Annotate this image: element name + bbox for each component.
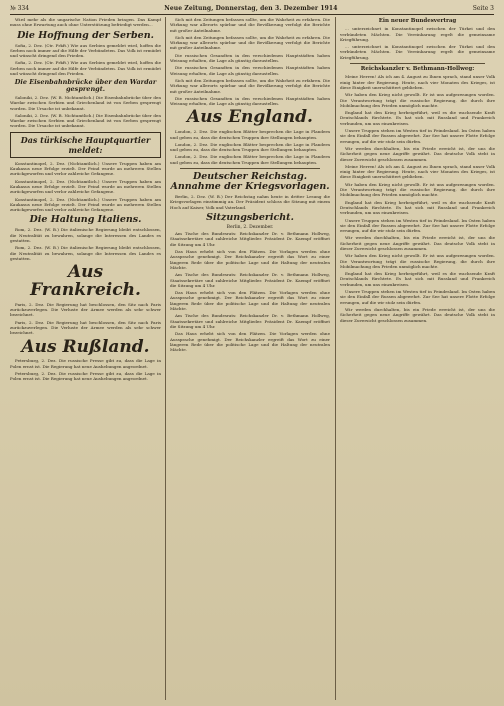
subhead-reichskanzler: Reichskanzler v. Bethmann-Hollweg: — [360, 66, 475, 73]
article-text: Paris, 2. Dez. Die Regierung hat beschlossen, den Sitz nach Paris zurückzuverlegen. Die Verluste der Armee werden als sehr schwer bezeichnet. — [10, 319, 161, 336]
article-text: Konstantinopel, 2. Dez. (Nichtamtlich.) Unsere Truppen haben am Kaukasus neue Erfolge erzielt. Der Feind wurde an mehreren Stellen zurückgeworfen und verlor zahlreiche Gefangene. — [10, 160, 161, 177]
article-text: Wir werden durchhalten, bis ein Friede erreicht ist, der uns die Sicherheit gegen neue Angriffe gewährt. Das deutsche Volk steht in dieser Zuversicht geschlossen zusammen. — [340, 235, 495, 251]
article-text: Sofia, 2. Dez. (Ctr. Frkft.) Wie aus Serbien gemeldet wird, hoffen die Serben noch immer auf die Hilfe der Verbündeten. Das Volk ist ermüdet und wünscht dringend den Frieden. — [10, 42, 161, 59]
page-number: Seite 3 — [472, 5, 494, 12]
article-text: Die russischen Gesandten in den verschiedenen Hauptstädten haben Weisung erhalten, die Lage als günstig darzustellen. — [170, 65, 330, 76]
article-text: Wird mehr als die ungarische Nation Frieden bringen. Das Kampf muss ohne Erwartung auch ohne Unterstützung befriedigt werden... — [10, 17, 161, 28]
article-text: England hat den Krieg herbeigeführt, weil es die wachsende Kraft Deutschlands fürchtete. Es hat sich mit Russland und Frankreich verbunden, um uns einzukreisen. — [340, 199, 495, 216]
article-text: ... unterzeichnet in Konstantinopel zwischen der Türkei und den verbündeten Mächten. Die Vereinbarung regelt die gemeinsame Kriegführung. — [340, 44, 495, 60]
article-text: Unsere Truppen stehen im Westen tief in Feindesland. Im Osten haben sie den Einfall der Russen abgewehrt. Zur See hat unsere Flotte Erfolge errungen, auf die wir stolz sein dürfen. — [340, 217, 495, 234]
headline-sitzungsbericht: Sitzungsbericht. — [206, 211, 294, 223]
article-text: London, 2. Dez. Die englischen Blätter besprechen die Lage in Flandern und geben zu, dass die deutschen Truppen ihre Stellungen behaupten. — [170, 141, 330, 153]
column-middle — [170, 17, 330, 700]
article-text: Wir haben den Krieg nicht gewollt. Er ist uns aufgezwungen worden. Die Verantwortung trägt die russische Regierung, die durch ihre Mobilmachung den Frieden unmöglich machte. — [340, 181, 495, 198]
article-text: Konstantinopel, 2. Dez. (Nichtamtlich.) Unsere Truppen haben am Kaukasus neue Erfolge erzielt. Der Feind wurde an mehreren Stellen zurückgeworfen und verlor zahlreiche Gefangene. — [10, 196, 161, 213]
headline-bundesvertrag: Ein neuer Bundesvertrag — [378, 18, 457, 24]
article-text: Petersburg, 2. Dez. Die russische Presse gibt zu, dass die Lage in Polen ernst ist. Die Regierung hat neue Aushebungen angeordnet. — [10, 358, 161, 369]
article-text: Petersburg, 2. Dez. Die russische Presse gibt zu, dass die Lage in Polen ernst ist. Die Regierung hat neue Aushebungen angeordnet. — [10, 371, 161, 382]
article-text: ... unterzeichnet in Konstantinopel zwischen der Türkei und den verbündeten Mächten. Die Vereinbarung regelt die gemeinsame Kriegführung. — [340, 26, 495, 42]
article-text: Sich mit den Zeitungen befassen sollte, um die Wahrheit zu erfahren. Die Wirkung war allerorts spürbar und die Bevölkerung verfolgt die Berichte mit großer Anteilnahme. — [170, 77, 330, 94]
article-text: Das Haus erhebt sich von den Plätzen. Die Vorlagen werden ohne Aussprache genehmigt. Der Reichskanzler ergreift das Wort zu einer längeren Rede über die politische Lage und die Haltung der neutralen Mächte. — [170, 290, 330, 312]
issue-number: № 334 — [10, 5, 30, 12]
headline-frankreich: Aus Frankreich. — [30, 262, 141, 301]
article-text: Die russischen Gesandten in den verschiedenen Hauptstädten haben Weisung erhalten, die Lage als günstig darzustellen. — [170, 95, 330, 107]
article-text: Unsere Truppen stehen im Westen tief in Feindesland. Im Osten haben sie den Einfall der Russen abgewehrt. Zur See hat unsere Flotte Erfolge errungen, auf die wir stolz sein dürfen. — [340, 289, 495, 305]
article-text: Saloniki, 2. Dez. (W. B. Nichtamtlich.) Die Eisenbahnbrücke über den Wardar zwischen Serbien und Griechenland ist von Serben gesprengt worden. Die Ursache ist unbekannt. — [10, 112, 161, 129]
article-text: Am Tische des Bundesrats: Reichskanzler Dr. v. Bethmann Hollweg, Staatssekretäre und zahlreiche Mitglieder. Präsident Dr. Kaempf eröffnet die Sitzung um 4 Uhr. — [170, 313, 330, 329]
article-text: England hat den Krieg herbeigeführt, weil es die wachsende Kraft Deutschlands fürchtete. Es hat sich mit Russland und Frankreich verbunden, um uns einzukreisen. — [340, 110, 495, 126]
article-text: Sich mit den Zeitungen befassen sollte, um die Wahrheit zu erfahren. Die Wirkung war allerorts spürbar und die Bevölkerung verfolgt die Berichte mit großer Anteilnahme. — [170, 17, 330, 33]
article-text: Die russischen Gesandten in den verschiedenen Hauptstädten haben Weisung erhalten, die Lage als günstig darzustellen. — [170, 52, 330, 64]
article-text: Wir werden durchhalten, bis ein Friede erreicht ist, der uns die Sicherheit gegen neue Angriffe gewährt. Das deutsche Volk steht in dieser Zuversicht geschlossen zusammen. — [340, 145, 495, 162]
page-header — [10, 3, 494, 15]
article-text: Wir werden durchhalten, bis ein Friede erreicht ist, der uns die Sicherheit gegen neue Angriffe gewährt. Das deutsche Volk steht in dieser Zuversicht geschlossen zusammen. — [340, 306, 495, 323]
article-text: Das Haus erhebt sich von den Plätzen. Die Vorlagen werden ohne Aussprache genehmigt. Der Reichskanzler ergreift das Wort zu einer längeren Rede über die politische Lage und die Haltung der neutralen Mächte. — [170, 331, 330, 353]
headline-russland: Aus Rußland. — [21, 336, 150, 357]
article-text: Konstantinopel, 2. Dez. (Nichtamtlich.) Unsere Truppen haben am Kaukasus neue Erfolge erzielt. Der Feind wurde an mehreren Stellen zurückgeworfen und verlor zahlreiche Gefangene. — [10, 178, 161, 195]
dateline: Berlin, 2. Dezember. — [226, 224, 274, 230]
article-text: Sofia, 2. Dez. (Ctr. Frkft.) Wie aus Serbien gemeldet wird, hoffen die Serben noch immer auf die Hilfe der Verbündeten. Das Volk ist ermüdet und wünscht dringend den Frieden. — [10, 60, 161, 77]
article-text: Rom, 2. Dez. (W. B.) Die italienische Regierung bleibt entschlossen, die Neutralität zu bewahren, solange die Interessen des Landes es gestatten. — [10, 227, 161, 243]
article-text: Am Tische des Bundesrats: Reichskanzler Dr. v. Bethmann Hollweg, Staatssekretäre und zahlreiche Mitglieder. Präsident Dr. Kaempf eröffnet die Sitzung um 4 Uhr. — [170, 231, 330, 247]
column-right — [340, 17, 495, 700]
headline-serben: Die Hoffnung der Serben. — [17, 29, 154, 41]
column-divider — [335, 17, 336, 700]
article-text: Berlin, 2. Dez. (W. B.) Der Reichstag nahm heute in dritter Lesung die Kriegsvorlagen einstimmig an. Der Präsident schloss die Sitzung mit einem Hoch auf Kaiser, Volk und Vaterland. — [170, 194, 330, 210]
article-text: London, 2. Dez. Die englischen Blätter besprechen die Lage in Flandern und geben zu, dass die deutschen Truppen ihre Stellungen behaupten. — [170, 129, 330, 140]
headline-england: Aus England. — [187, 107, 313, 128]
article-text: Wir haben den Krieg nicht gewollt. Er ist uns aufgezwungen worden. Die Verantwortung trägt die russische Regierung, die durch ihre Mobilmachung den Frieden unmöglich machte. — [340, 253, 495, 269]
column-left — [10, 17, 161, 700]
article-text: Rom, 2. Dez. (W. B.) Die italienische Regierung bleibt entschlossen, die Neutralität zu bewahren, solange die Interessen des Landes es gestatten. — [10, 245, 161, 261]
article-text: Paris, 2. Dez. Die Regierung hat beschlossen, den Sitz nach Paris zurückzuverlegen. Die Verluste der Armee werden als sehr schwer bezeichnet. — [10, 301, 161, 318]
headline-reichstag: Deutscher Reichstag. Annahme der Kriegsvorlagen. — [170, 171, 330, 193]
article-text: Meine Herren! Als ich am 4. August zu Ihnen sprach, stand unser Volk einig hinter der Regierung. Heute, nach vier Monaten des Krieges, ist diese Einigkeit unerschüttert geblieben. — [340, 163, 495, 180]
headline-italien: Die Haltung Italiens. — [29, 214, 142, 226]
divider-line — [350, 63, 485, 64]
article-text: Unsere Truppen stehen im Westen tief in Feindesland. Im Osten haben sie den Einfall der Russen abgewehrt. Zur See hat unsere Flotte Erfolge errungen, auf die wir stolz sein dürfen. — [340, 128, 495, 144]
boxed-headline-hauptquartier: Das türkische Hauptquartier meldet: — [10, 132, 161, 158]
article-text: Saloniki, 2. Dez. (W. B. Nichtamtlich.) Die Eisenbahnbrücke über den Wardar zwischen Serbien und Griechenland ist von Serben gesprengt worden. Die Ursache ist unbekannt. — [10, 94, 161, 111]
article-text: Wir haben den Krieg nicht gewollt. Er ist uns aufgezwungen worden. Die Verantwortung trägt die russische Regierung, die durch ihre Mobilmachung den Frieden unmöglich machte. — [340, 92, 495, 108]
article-text: London, 2. Dez. Die englischen Blätter besprechen die Lage in Flandern und geben zu, dass die deutschen Truppen ihre Stellungen behaupten. — [170, 154, 330, 165]
article-text: Am Tische des Bundesrats: Reichskanzler Dr. v. Bethmann Hollweg, Staatssekretäre und zahlreiche Mitglieder. Präsident Dr. Kaempf eröffnet die Sitzung um 4 Uhr. — [170, 272, 330, 288]
article-text: Das Haus erhebt sich von den Plätzen. Die Vorlagen werden ohne Aussprache genehmigt. Der Reichskanzler ergreift das Wort zu einer längeren Rede über die politische Lage und die Haltung der neutralen Mächte. — [170, 249, 330, 270]
headline-wardar: Die Eisenbahnbrücke über den Wardar gesprengt. — [14, 78, 157, 94]
article-text: Meine Herren! Als ich am 4. August zu Ihnen sprach, stand unser Volk einig hinter der Regierung. Heute, nach vier Monaten des Krieges, ist diese Einigkeit unerschüttert geblieben. — [340, 74, 495, 90]
masthead-line: Neue Zeitung, Donnerstag, den 3. Dezember 1914 — [164, 5, 338, 12]
divider-line — [180, 168, 320, 169]
column-divider — [165, 17, 166, 700]
article-text: England hat den Krieg herbeigeführt, weil es die wachsende Kraft Deutschlands fürchtete. Es hat sich mit Russland und Frankreich verbunden, um uns einzukreisen. — [340, 271, 495, 287]
article-text: Sich mit den Zeitungen befassen sollte, um die Wahrheit zu erfahren. Die Wirkung war allerorts spürbar und die Bevölkerung verfolgt die Berichte mit großer Anteilnahme. — [170, 34, 330, 51]
